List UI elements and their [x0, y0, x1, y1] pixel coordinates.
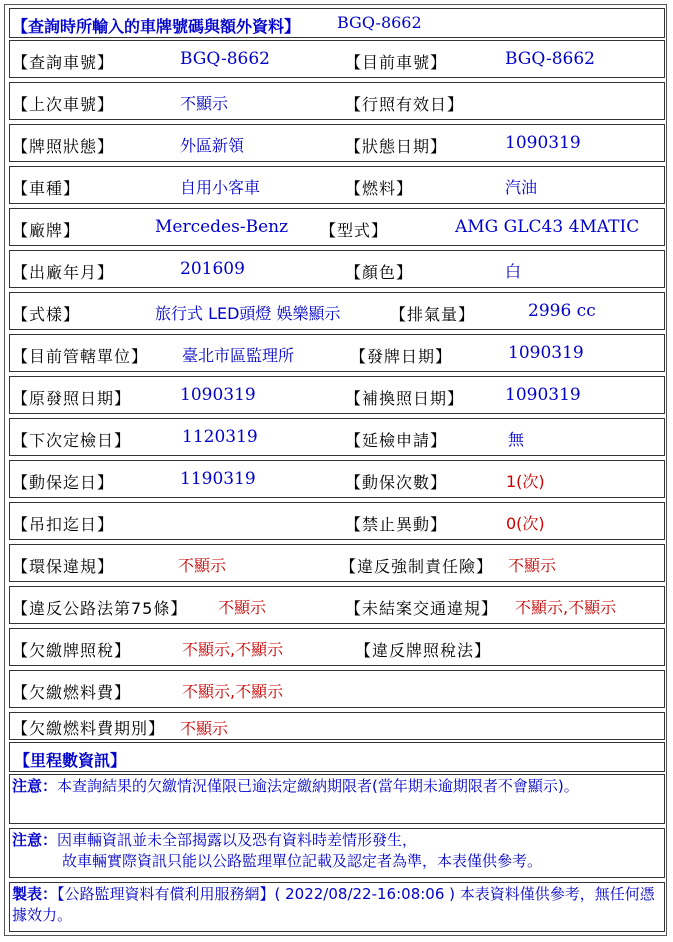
info-row: [9, 166, 665, 204]
field-label: 【排氣量】: [390, 305, 476, 324]
info-row: [9, 586, 665, 624]
field-value: 無: [508, 430, 525, 449]
header-plate: BGQ-8662: [337, 13, 422, 32]
field-value: 外區新領: [180, 136, 245, 155]
field-value: BGQ-8662: [505, 49, 595, 69]
field-value: 不顯示: [178, 556, 227, 575]
field-label: 【型式】: [320, 221, 389, 240]
info-row: [9, 40, 665, 78]
note-2-head: 注意：: [12, 831, 58, 849]
field-value: 白: [505, 262, 522, 281]
field-value: 1090319: [505, 385, 581, 405]
field-label: 【行照有效日】: [345, 95, 465, 114]
field-label: 【禁止異動】: [345, 515, 448, 534]
field-label: 【延檢申請】: [345, 431, 448, 450]
field-value: 1090319: [505, 133, 581, 153]
field-value: 不顯示: [218, 598, 267, 617]
fuel-period-label: 【欠繳燃料費期別】: [12, 719, 166, 738]
field-label: 【目前管轄單位】: [12, 347, 149, 366]
fuel-period-value: 不顯示: [180, 719, 229, 738]
field-label: 【動保次數】: [345, 473, 448, 492]
info-row: [9, 82, 665, 120]
note-2-line1: 因車輛資訊並未全部揭露以及恐有資料時差情形發生，: [57, 831, 418, 849]
field-value: 不顯示,不顯示: [182, 640, 284, 659]
info-row: [9, 334, 665, 372]
footer-note: [9, 882, 665, 932]
field-label: 【上次車號】: [12, 95, 115, 114]
field-label: 【出廠年月】: [12, 263, 115, 282]
field-value: 0(次): [506, 514, 545, 533]
field-label: 【燃料】: [345, 179, 414, 198]
info-row: [9, 460, 665, 498]
field-label: 【欠繳燃料費】: [12, 683, 132, 702]
note-2-line2: 故車輛實際資訊只能以公路監理單位記載及認定者為準，本表僅供參考。: [62, 852, 543, 870]
fuel-period-row: [9, 712, 665, 740]
field-value: 不顯示,不顯示: [515, 598, 617, 617]
field-label: 【狀態日期】: [345, 137, 448, 156]
info-row: [9, 544, 665, 582]
field-value: BGQ-8662: [180, 49, 270, 69]
info-row: [9, 376, 665, 414]
field-label: 【動保迄日】: [12, 473, 115, 492]
field-label: 【式樣】: [12, 305, 81, 324]
info-row: [9, 502, 665, 540]
note-1-head: 注意：: [12, 777, 58, 795]
field-value: 不顯示,不顯示: [182, 682, 284, 701]
info-row: [9, 208, 665, 246]
info-row: [9, 124, 665, 162]
header-row: [9, 8, 665, 38]
field-label: 【顏色】: [345, 263, 414, 282]
field-label: 【原發照日期】: [12, 389, 132, 408]
footer-text: 【公路監理資料有償利用服務網】( 2022/08/22-16:08:06 ) 本表資料僅供參考，無任何憑據效力。: [12, 885, 655, 924]
field-label: 【牌照狀態】: [12, 137, 115, 156]
field-value: 汽油: [505, 178, 538, 197]
info-row: [9, 418, 665, 456]
field-label: 【欠繳牌照稅】: [12, 641, 132, 660]
field-label: 【下次定檢日】: [12, 431, 132, 450]
note-1: [9, 774, 665, 824]
header-label: 【查詢時所輸入的車牌號碼與額外資料】: [12, 17, 301, 36]
field-value: 1120319: [182, 427, 258, 447]
footer-head: 製表：: [12, 885, 58, 903]
info-row: [9, 628, 665, 666]
field-value: 旅行式 LED頭燈 娛樂顯示: [155, 304, 341, 323]
field-value: 自用小客車: [180, 178, 261, 197]
field-label: 【補換照日期】: [345, 389, 465, 408]
field-label: 【吊扣迄日】: [12, 515, 115, 534]
field-label: 【違反強制責任險】: [340, 557, 494, 576]
field-value: 不顯示: [180, 94, 229, 113]
mileage-row: [9, 742, 665, 772]
field-label: 【環保違規】: [12, 557, 115, 576]
field-value: 2996 cc: [528, 301, 596, 321]
field-value: 1190319: [180, 469, 256, 489]
field-label: 【查詢車號】: [12, 53, 115, 72]
field-label: 【廠牌】: [12, 221, 81, 240]
mileage-title: 【里程數資訊】: [14, 751, 127, 770]
note-2: [9, 828, 665, 878]
info-row: [9, 670, 665, 708]
field-value: AMG GLC43 4MATIC: [455, 217, 640, 237]
field-value: 1090319: [180, 385, 256, 405]
field-value: 1(次): [506, 472, 545, 491]
field-label: 【未結案交通違規】: [345, 599, 499, 618]
field-value: 1090319: [508, 343, 584, 363]
field-label: 【發牌日期】: [350, 347, 453, 366]
field-label: 【車種】: [12, 179, 81, 198]
field-label: 【目前車號】: [345, 53, 448, 72]
field-value: 臺北市區監理所: [182, 346, 295, 365]
field-label: 【違反公路法第75條】: [12, 599, 188, 618]
info-row: [9, 250, 665, 288]
info-row: [9, 292, 665, 330]
field-value: 201609: [180, 259, 245, 279]
field-label: 【違反牌照稅法】: [355, 641, 492, 660]
field-value: 不顯示: [508, 556, 557, 575]
field-value: Mercedes-Benz: [155, 217, 289, 237]
note-1-text: 本查詢結果的欠繳情況僅限已逾法定繳納期限者(當年期未逾期限者不會顯示)。: [57, 777, 579, 795]
